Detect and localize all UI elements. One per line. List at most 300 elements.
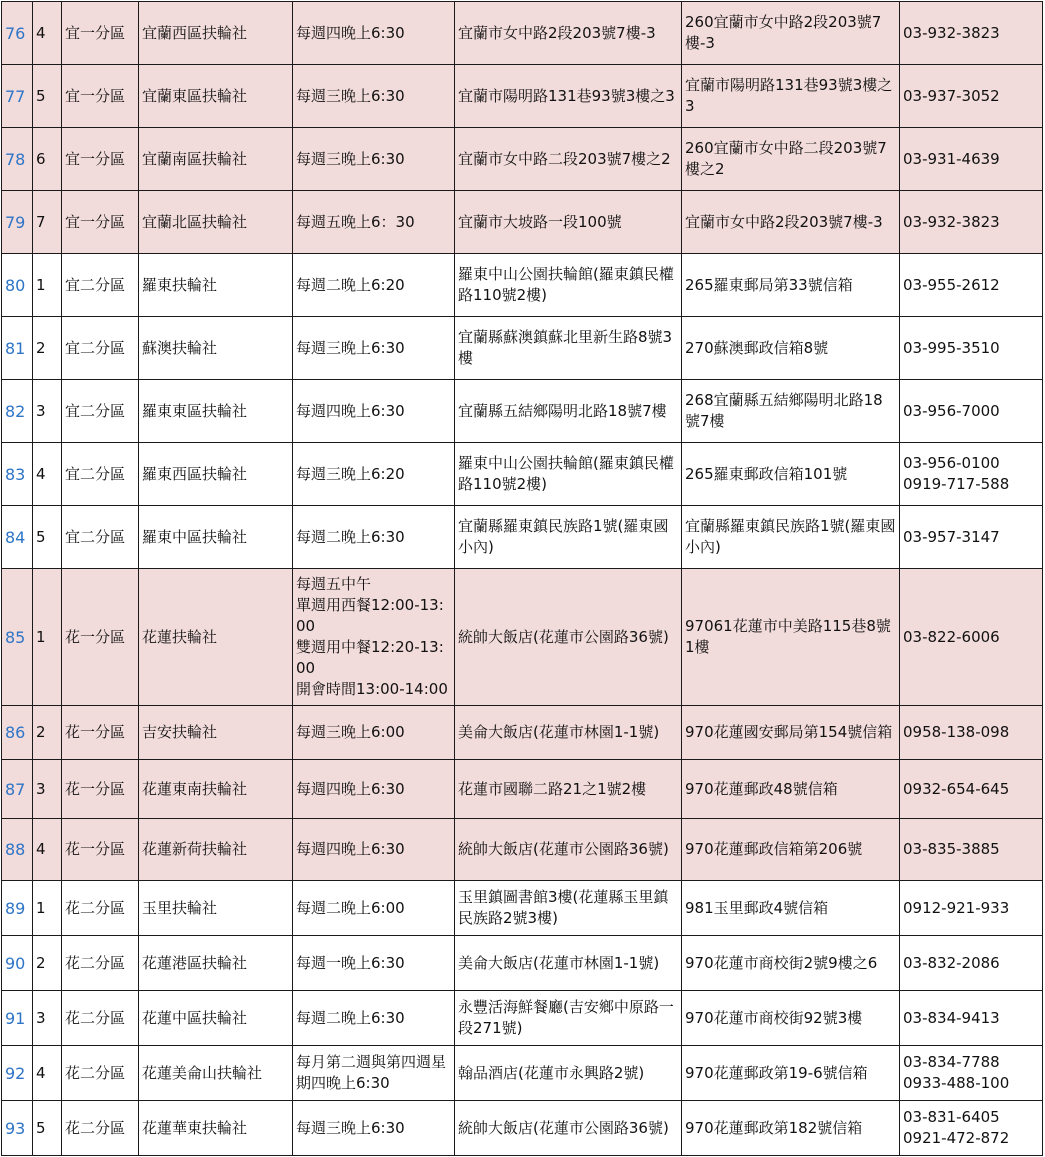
- meeting-time-cell: [293, 936, 455, 991]
- row-number-text: 93: [5, 1118, 26, 1138]
- club-sequence-text: 1: [36, 627, 46, 646]
- venue-address-cell: [455, 819, 682, 881]
- venue-address-cell-text: 宜蘭市女中路二段203號7樓之2: [458, 149, 671, 168]
- club-name-cell: [139, 936, 293, 991]
- venue-address-cell: [455, 1101, 682, 1156]
- mailing-address-cell-text: 268宜蘭縣五結鄉陽明北路18號7樓: [685, 391, 883, 430]
- phone-cell: [900, 569, 1043, 706]
- row-number-text: 88: [5, 840, 26, 859]
- phone-cell-text: 03-956-7000: [903, 401, 1000, 420]
- district-cell-text: 花二分區: [65, 898, 126, 917]
- club-name-cell-text: 玉里扶輪社: [142, 898, 218, 917]
- mailing-address-cell: [682, 2, 900, 65]
- meeting-time-cell-text: 每週三晚上6:30: [296, 149, 405, 168]
- club-sequence-text: 2: [36, 338, 46, 357]
- meeting-time-cell-text: 每週四晚上6:30: [296, 23, 405, 42]
- row-number: [2, 881, 33, 936]
- district-cell: [62, 506, 139, 569]
- club-sequence: [33, 881, 62, 936]
- meeting-time-cell-text: 每週三晚上6:00: [296, 723, 405, 741]
- row-number: [2, 1046, 33, 1101]
- meeting-time-cell: [293, 1046, 455, 1101]
- club-name-cell-text: 宜蘭南區扶輪社: [142, 149, 248, 168]
- club-sequence: [33, 506, 62, 569]
- mailing-address-cell: [682, 128, 900, 191]
- district-cell-text: 花二分區: [65, 1118, 126, 1137]
- mailing-address-cell-text: 宜蘭市女中路2段203號7樓-3: [685, 212, 883, 231]
- row-number-text: 87: [5, 779, 26, 799]
- venue-address-cell: [455, 128, 682, 191]
- meeting-time-cell-text: 每週四晚上6:30: [296, 401, 405, 420]
- row-number: [2, 254, 33, 317]
- venue-address-cell: [455, 991, 682, 1046]
- venue-address-cell-text: 統帥大飯店(花蓮市公園路36號): [458, 627, 669, 646]
- table-row: [2, 819, 1043, 881]
- meeting-time-cell: [293, 706, 455, 760]
- club-sequence: [33, 760, 62, 819]
- phone-cell: [900, 380, 1043, 443]
- row-number-text: 79: [5, 212, 26, 232]
- row-number: [2, 760, 33, 819]
- row-number: [2, 380, 33, 443]
- club-name-cell-text: 羅東西區扶輪社: [142, 464, 248, 483]
- club-name-cell-text: 羅東中區扶輪社: [142, 527, 248, 546]
- club-sequence: [33, 1046, 62, 1101]
- venue-address-cell: [455, 191, 682, 254]
- club-sequence: [33, 569, 62, 706]
- table-row: [2, 881, 1043, 936]
- venue-address-cell: [455, 65, 682, 128]
- meeting-time-cell: [293, 443, 455, 506]
- row-number: [2, 569, 33, 706]
- venue-address-cell-text: 宜蘭市大坡路一段100號: [458, 212, 622, 231]
- venue-address-cell: [455, 254, 682, 317]
- meeting-time-cell-text: 每週一晚上6:30: [296, 953, 405, 972]
- mailing-address-cell: [682, 1101, 900, 1156]
- venue-address-cell-text: 宜蘭市陽明路131巷93號3樓之3: [458, 86, 675, 105]
- meeting-time-cell-text: 每週五中午 單週用西餐12:00-13:00 雙週用中餐12:20-13:00 開會時間13:00-14:00: [296, 575, 448, 698]
- mailing-address-cell: [682, 760, 900, 819]
- mailing-address-cell-text: 970花蓮郵政第182號信箱: [685, 1118, 863, 1137]
- row-number-text: 82: [5, 401, 26, 421]
- mailing-address-cell: [682, 65, 900, 128]
- venue-address-cell-text: 羅東中山公園扶輪館(羅東鎮民權路110號2樓): [458, 265, 674, 304]
- district-cell: [62, 2, 139, 65]
- district-cell-text: 花一分區: [65, 840, 126, 858]
- club-sequence: [33, 1101, 62, 1156]
- club-sequence: [33, 380, 62, 443]
- club-sequence: [33, 2, 62, 65]
- table-row: [2, 380, 1043, 443]
- club-name-cell-text: 宜蘭東區扶輪社: [142, 86, 248, 105]
- phone-cell: [900, 760, 1043, 819]
- district-cell-text: 宜一分區: [65, 212, 126, 231]
- row-number-text: 85: [5, 627, 26, 647]
- mailing-address-cell: [682, 1046, 900, 1101]
- row-number-text: 78: [5, 149, 26, 169]
- meeting-time-cell-text: 每週二晚上6:30: [296, 527, 405, 546]
- meeting-time-cell-text: 每週四晚上6:30: [296, 840, 405, 858]
- club-sequence: [33, 65, 62, 128]
- row-number: [2, 443, 33, 506]
- club-name-cell: [139, 706, 293, 760]
- table-row: [2, 2, 1043, 65]
- mailing-address-cell: [682, 506, 900, 569]
- row-number: [2, 706, 33, 760]
- venue-address-cell: [455, 380, 682, 443]
- mailing-address-cell-text: 970花蓮市商校街2號9樓之6: [685, 953, 878, 972]
- club-name-cell: [139, 881, 293, 936]
- club-sequence-text: 3: [36, 779, 46, 798]
- phone-cell: [900, 443, 1043, 506]
- meeting-time-cell-text: 每週三晚上6:30: [296, 1118, 405, 1137]
- district-cell: [62, 881, 139, 936]
- club-name-cell: [139, 1046, 293, 1101]
- club-name-cell: [139, 65, 293, 128]
- mailing-address-cell: [682, 706, 900, 760]
- district-cell-text: 宜二分區: [65, 401, 126, 420]
- district-cell-text: 花一分區: [65, 779, 126, 798]
- club-sequence-text: 4: [36, 464, 46, 483]
- mailing-address-cell-text: 970花蓮郵政信箱第206號: [685, 840, 863, 858]
- district-cell: [62, 128, 139, 191]
- club-name-cell: [139, 506, 293, 569]
- mailing-address-cell-text: 970花蓮郵政第19-6號信箱: [685, 1063, 868, 1082]
- meeting-time-cell: [293, 191, 455, 254]
- district-cell: [62, 569, 139, 706]
- club-name-cell: [139, 569, 293, 706]
- meeting-time-cell-text: 每週三晚上6:30: [296, 86, 405, 105]
- row-number-text: 84: [5, 527, 26, 547]
- phone-cell-text: 03-932-3823: [903, 212, 1000, 231]
- mailing-address-cell: [682, 881, 900, 936]
- club-name-cell: [139, 380, 293, 443]
- rotary-club-table: [1, 1, 1043, 1156]
- row-number: [2, 317, 33, 380]
- club-name-cell-text: 花蓮華東扶輪社: [142, 1118, 248, 1137]
- phone-cell: [900, 506, 1043, 569]
- meeting-time-cell: [293, 506, 455, 569]
- phone-cell-text: 0932-654-645: [903, 779, 1010, 798]
- phone-cell-text: 03-822-6006: [903, 627, 1000, 646]
- venue-address-cell-text: 翰品酒店(花蓮市永興路2號): [458, 1063, 645, 1082]
- meeting-time-cell: [293, 65, 455, 128]
- phone-cell-text: 03-937-3052: [903, 86, 1000, 105]
- club-sequence-text: 3: [36, 401, 46, 420]
- club-name-cell-text: 花蓮東南扶輪社: [142, 779, 248, 798]
- club-name-cell: [139, 760, 293, 819]
- meeting-time-cell-text: 每週二晚上6:20: [296, 275, 405, 294]
- table-row: [2, 1101, 1043, 1156]
- venue-address-cell-text: 宜蘭縣羅東鎮民族路1號(羅東國小內): [458, 517, 669, 556]
- row-number-text: 92: [5, 1063, 26, 1083]
- mailing-address-cell: [682, 254, 900, 317]
- row-number-text: 76: [5, 23, 26, 43]
- club-name-cell-text: 花蓮港區扶輪社: [142, 953, 248, 972]
- mailing-address-cell-text: 宜蘭市陽明路131巷93號3樓之3: [685, 76, 893, 115]
- district-cell: [62, 443, 139, 506]
- district-cell-text: 宜一分區: [65, 149, 126, 168]
- mailing-address-cell: [682, 317, 900, 380]
- row-number-text: 83: [5, 464, 26, 484]
- meeting-time-cell: [293, 128, 455, 191]
- club-sequence-text: 5: [36, 527, 46, 546]
- club-sequence: [33, 254, 62, 317]
- club-name-cell-text: 吉安扶輪社: [142, 723, 218, 741]
- table-row: [2, 706, 1043, 760]
- venue-address-cell: [455, 881, 682, 936]
- venue-address-cell-text: 永豐活海鮮餐廳(吉安鄉中原路一段271號): [458, 998, 674, 1037]
- mailing-address-cell-text: 260宜蘭市女中路二段203號7樓之2: [685, 139, 887, 178]
- meeting-time-cell: [293, 317, 455, 380]
- venue-address-cell-text: 統帥大飯店(花蓮市公園路36號): [458, 840, 669, 858]
- district-cell: [62, 317, 139, 380]
- mailing-address-cell: [682, 936, 900, 991]
- district-cell-text: 宜二分區: [65, 464, 126, 483]
- mailing-address-cell-text: 97061花蓮市中美路115巷8號1樓: [685, 617, 891, 656]
- venue-address-cell: [455, 760, 682, 819]
- club-sequence-text: 4: [36, 1063, 46, 1082]
- club-name-cell: [139, 317, 293, 380]
- row-number: [2, 936, 33, 991]
- phone-cell: [900, 254, 1043, 317]
- meeting-time-cell-text: 每週四晚上6:30: [296, 779, 405, 798]
- mailing-address-cell-text: 970花蓮國安郵局第154號信箱: [685, 723, 893, 741]
- district-cell: [62, 706, 139, 760]
- club-sequence-text: 1: [36, 275, 46, 294]
- district-cell: [62, 254, 139, 317]
- table-row: [2, 936, 1043, 991]
- club-sequence: [33, 936, 62, 991]
- phone-cell: [900, 881, 1043, 936]
- club-name-cell-text: 羅東東區扶輪社: [142, 401, 248, 420]
- club-sequence: [33, 191, 62, 254]
- meeting-time-cell: [293, 380, 455, 443]
- row-number-text: 86: [5, 723, 26, 742]
- club-name-cell: [139, 1101, 293, 1156]
- club-name-cell: [139, 819, 293, 881]
- row-number-text: 77: [5, 86, 26, 106]
- row-number-text: 81: [5, 338, 26, 358]
- meeting-time-cell-text: 每月第二週與第四週星期四晚上6:30: [296, 1053, 447, 1092]
- mailing-address-cell-text: 970花蓮郵政48號信箱: [685, 779, 838, 798]
- row-number: [2, 506, 33, 569]
- phone-cell-text: 03-832-2086: [903, 953, 1000, 972]
- venue-address-cell-text: 統帥大飯店(花蓮市公園路36號): [458, 1118, 669, 1137]
- venue-address-cell-text: 宜蘭縣蘇澳鎮蘇北里新生路8號3樓: [458, 328, 673, 367]
- district-cell-text: 宜一分區: [65, 23, 126, 42]
- club-name-cell-text: 花蓮中區扶輪社: [142, 1008, 248, 1027]
- meeting-time-cell-text: 每週三晚上6:30: [296, 338, 405, 357]
- meeting-time-cell: [293, 569, 455, 706]
- meeting-time-cell: [293, 1101, 455, 1156]
- club-name-cell-text: 蘇澳扶輪社: [142, 338, 218, 357]
- club-name-cell: [139, 2, 293, 65]
- table-row: [2, 991, 1043, 1046]
- district-cell-text: 宜二分區: [65, 527, 126, 546]
- phone-cell: [900, 317, 1043, 380]
- table-row: [2, 65, 1043, 128]
- club-sequence-text: 6: [36, 149, 46, 168]
- venue-address-cell: [455, 706, 682, 760]
- venue-address-cell-text: 宜蘭縣五結鄉陽明北路18號7樓: [458, 401, 667, 420]
- district-cell-text: 宜二分區: [65, 275, 126, 294]
- district-cell: [62, 191, 139, 254]
- venue-address-cell: [455, 1046, 682, 1101]
- district-cell-text: 花二分區: [65, 1008, 126, 1027]
- meeting-time-cell: [293, 760, 455, 819]
- meeting-time-cell: [293, 819, 455, 881]
- mailing-address-cell-text: 260宜蘭市女中路2段203號7樓-3: [685, 13, 882, 52]
- club-sequence: [33, 706, 62, 760]
- club-sequence-text: 4: [36, 23, 46, 42]
- district-cell: [62, 819, 139, 881]
- phone-cell-text: 03-995-3510: [903, 338, 1000, 357]
- row-number: [2, 819, 33, 881]
- phone-cell-text: 03-931-4639: [903, 149, 1000, 168]
- row-number: [2, 191, 33, 254]
- phone-cell-text: 03-955-2612: [903, 275, 1000, 294]
- venue-address-cell-text: 羅東中山公園扶輪館(羅東鎮民權路110號2樓): [458, 454, 674, 493]
- district-cell-text: 花二分區: [65, 953, 126, 972]
- club-sequence-text: 4: [36, 840, 46, 858]
- club-sequence: [33, 819, 62, 881]
- mailing-address-cell: [682, 819, 900, 881]
- club-name-cell-text: 羅東扶輪社: [142, 275, 218, 294]
- table-body: [2, 2, 1043, 1156]
- phone-cell: [900, 991, 1043, 1046]
- meeting-time-cell: [293, 881, 455, 936]
- club-sequence: [33, 317, 62, 380]
- phone-cell-text: 03-834-7788 0933-488-100: [903, 1053, 1010, 1092]
- district-cell: [62, 936, 139, 991]
- phone-cell: [900, 1101, 1043, 1156]
- mailing-address-cell-text: 970花蓮市商校街92號3樓: [685, 1008, 863, 1027]
- club-name-cell-text: 花蓮新荷扶輪社: [142, 840, 248, 858]
- table-row: [2, 760, 1043, 819]
- row-number: [2, 128, 33, 191]
- table-row: [2, 569, 1043, 706]
- club-name-cell-text: 宜蘭西區扶輪社: [142, 23, 248, 42]
- district-cell: [62, 380, 139, 443]
- phone-cell: [900, 65, 1043, 128]
- phone-cell: [900, 706, 1043, 760]
- mailing-address-cell-text: 265羅東郵局第33號信箱: [685, 275, 853, 294]
- club-sequence-text: 7: [36, 212, 46, 231]
- mailing-address-cell: [682, 569, 900, 706]
- venue-address-cell-text: 美侖大飯店(花蓮市林園1-1號): [458, 953, 660, 972]
- phone-cell: [900, 191, 1043, 254]
- district-cell: [62, 65, 139, 128]
- district-cell: [62, 1101, 139, 1156]
- district-cell-text: 宜二分區: [65, 338, 126, 357]
- club-sequence-text: 1: [36, 898, 46, 917]
- club-name-cell-text: 宜蘭北區扶輪社: [142, 212, 248, 231]
- club-name-cell-text: 花蓮美侖山扶輪社: [142, 1063, 263, 1082]
- meeting-time-cell: [293, 991, 455, 1046]
- row-number-text: 91: [5, 1008, 26, 1028]
- table-row: [2, 191, 1043, 254]
- meeting-time-cell-text: 每週二晚上6:30: [296, 1008, 405, 1027]
- club-sequence: [33, 991, 62, 1046]
- phone-cell-text: 03-957-3147: [903, 527, 1000, 546]
- district-cell: [62, 760, 139, 819]
- district-cell-text: 花一分區: [65, 627, 126, 646]
- venue-address-cell: [455, 506, 682, 569]
- meeting-time-cell-text: 每週二晚上6:00: [296, 898, 405, 917]
- venue-address-cell-text: 宜蘭市女中路2段203號7樓-3: [458, 23, 656, 42]
- mailing-address-cell: [682, 191, 900, 254]
- mailing-address-cell: [682, 991, 900, 1046]
- phone-cell: [900, 819, 1043, 881]
- phone-cell-text: 0958-138-098: [903, 723, 1010, 741]
- club-sequence: [33, 128, 62, 191]
- table-row: [2, 254, 1043, 317]
- phone-cell: [900, 2, 1043, 65]
- table-row: [2, 128, 1043, 191]
- venue-address-cell: [455, 317, 682, 380]
- phone-cell: [900, 1046, 1043, 1101]
- row-number: [2, 2, 33, 65]
- mailing-address-cell-text: 265羅東郵政信箱101號: [685, 464, 848, 483]
- club-sequence-text: 5: [36, 1118, 46, 1137]
- phone-cell: [900, 936, 1043, 991]
- row-number-text: 90: [5, 953, 26, 973]
- meeting-time-cell: [293, 254, 455, 317]
- meeting-time-cell-text: 每週三晚上6:20: [296, 464, 405, 483]
- venue-address-cell: [455, 443, 682, 506]
- phone-cell-text: 03-831-6405 0921-472-872: [903, 1108, 1010, 1147]
- club-sequence-text: 5: [36, 86, 46, 105]
- venue-address-cell: [455, 936, 682, 991]
- district-cell: [62, 991, 139, 1046]
- mailing-address-cell-text: 270蘇澳郵政信箱8號: [685, 338, 829, 357]
- club-name-cell: [139, 991, 293, 1046]
- club-name-cell: [139, 191, 293, 254]
- venue-address-cell-text: 玉里鎮圖書館3樓(花蓮縣玉里鎮民族路2號3樓): [458, 888, 669, 927]
- mailing-address-cell-text: 宜蘭縣羅東鎮民族路1號(羅東國小內): [685, 517, 896, 556]
- phone-cell-text: 03-956-0100 0919-717-588: [903, 454, 1010, 493]
- club-name-cell: [139, 128, 293, 191]
- table-row: [2, 443, 1043, 506]
- row-number: [2, 991, 33, 1046]
- phone-cell-text: 03-835-3885: [903, 840, 1000, 858]
- district-cell-text: 花一分區: [65, 723, 126, 741]
- venue-address-cell: [455, 2, 682, 65]
- phone-cell-text: 0912-921-933: [903, 898, 1010, 917]
- row-number: [2, 65, 33, 128]
- venue-address-cell-text: 花蓮市國聯二路21之1號2樓: [458, 779, 647, 798]
- mailing-address-cell-text: 981玉里郵政4號信箱: [685, 898, 829, 917]
- club-sequence-text: 3: [36, 1008, 46, 1027]
- row-number-text: 80: [5, 275, 26, 295]
- club-sequence-text: 2: [36, 723, 46, 741]
- venue-address-cell-text: 美侖大飯店(花蓮市林園1-1號): [458, 723, 660, 741]
- club-name-cell: [139, 254, 293, 317]
- mailing-address-cell: [682, 380, 900, 443]
- meeting-time-cell: [293, 2, 455, 65]
- club-sequence: [33, 443, 62, 506]
- row-number-text: 89: [5, 898, 26, 918]
- district-cell-text: 花二分區: [65, 1063, 126, 1082]
- table-row: [2, 1046, 1043, 1101]
- meeting-time-cell-text: 每週五晚上6：30: [296, 212, 415, 231]
- phone-cell: [900, 128, 1043, 191]
- mailing-address-cell: [682, 443, 900, 506]
- club-name-cell-text: 花蓮扶輪社: [142, 627, 218, 646]
- table-row: [2, 317, 1043, 380]
- venue-address-cell: [455, 569, 682, 706]
